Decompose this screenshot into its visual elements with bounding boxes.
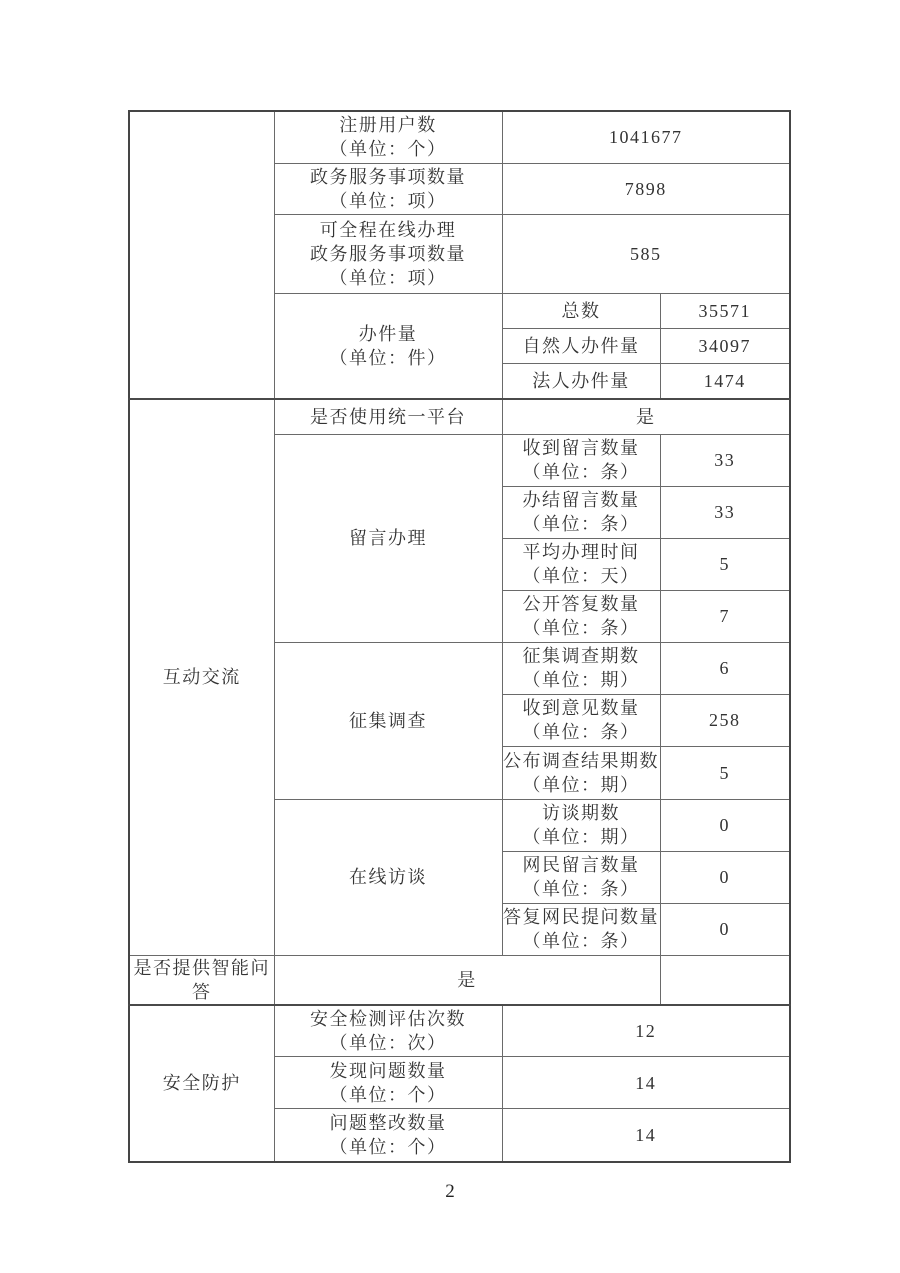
avg-handling-time-value: 5 bbox=[660, 538, 790, 590]
service-items-value: 7898 bbox=[502, 163, 790, 214]
public-replies-unit: （单位：条） bbox=[522, 618, 640, 638]
avg-handling-time-unit: （单位：天） bbox=[522, 566, 640, 586]
section-interaction-label: 互动交流 bbox=[129, 399, 274, 955]
netizen-messages-label bbox=[502, 851, 660, 903]
problems-fixed-value: 14 bbox=[502, 1109, 790, 1162]
unified-platform-value: 是 bbox=[502, 399, 790, 434]
opinions-received-name: 收到意见数量 bbox=[522, 698, 640, 718]
service-items-name: 政务服务事项数量 bbox=[310, 166, 466, 187]
online-items-value: 585 bbox=[502, 214, 790, 293]
cases-natural-label: 自然人办件量 bbox=[502, 328, 660, 363]
registered-users-name: 注册用户数 bbox=[339, 115, 437, 136]
netizen-messages-name: 网民留言数量 bbox=[522, 855, 640, 875]
online-items-unit: （单位：项） bbox=[329, 267, 447, 288]
problems-found-value: 14 bbox=[502, 1057, 790, 1109]
interview-periods-label bbox=[502, 799, 660, 851]
interview-periods-value: 0 bbox=[660, 799, 790, 851]
survey-results-value: 5 bbox=[660, 746, 790, 799]
security-checks-unit: （单位：次） bbox=[329, 1032, 447, 1053]
netizen-messages-unit: （单位：条） bbox=[522, 879, 640, 899]
security-checks-value: 12 bbox=[502, 1005, 790, 1057]
survey-results-unit: （单位：期） bbox=[522, 774, 640, 795]
unified-platform-label: 是否使用统一平台 bbox=[274, 399, 502, 434]
cases-natural-value: 34097 bbox=[660, 328, 790, 363]
netizen-replies-unit: （单位：条） bbox=[522, 931, 640, 951]
problems-fixed-unit: （单位：个） bbox=[329, 1136, 447, 1157]
section-service-label bbox=[129, 111, 274, 399]
messages-resolved-label bbox=[502, 486, 660, 538]
cases-total-label: 总数 bbox=[502, 293, 660, 328]
section-security-label: 安全防护 bbox=[129, 1005, 274, 1162]
security-checks-name: 安全检测评估次数 bbox=[310, 1008, 466, 1029]
messages-received-value: 33 bbox=[660, 434, 790, 486]
online-items-name-line2: 政务服务事项数量 bbox=[310, 243, 466, 264]
avg-handling-time-label bbox=[502, 538, 660, 590]
registered-users-value: 1041677 bbox=[502, 111, 790, 163]
interview-periods-name: 访谈期数 bbox=[542, 803, 620, 823]
problems-fixed-name: 问题整改数量 bbox=[329, 1112, 447, 1133]
page-number: 2 bbox=[445, 1181, 455, 1202]
survey-results-name: 公布调查结果期数 bbox=[503, 750, 659, 771]
messages-received-name: 收到留言数量 bbox=[522, 438, 640, 458]
interview-group-label: 在线访谈 bbox=[274, 799, 502, 955]
public-replies-name: 公开答复数量 bbox=[522, 594, 640, 614]
online-items-name-line1: 可全程在线办理 bbox=[319, 219, 457, 240]
messages-received-unit: （单位：条） bbox=[522, 462, 640, 482]
registered-users-label bbox=[274, 111, 502, 163]
report-table bbox=[128, 110, 791, 1163]
cases-unit: （单位：件） bbox=[329, 347, 447, 368]
security-checks-label bbox=[274, 1005, 502, 1057]
cases-name: 办件量 bbox=[358, 323, 418, 344]
survey-periods-label bbox=[502, 642, 660, 694]
problems-found-label bbox=[274, 1057, 502, 1109]
netizen-replies-value: 0 bbox=[660, 903, 790, 955]
messages-resolved-value: 33 bbox=[660, 486, 790, 538]
online-items-label bbox=[274, 214, 502, 293]
avg-handling-time-name: 平均办理时间 bbox=[522, 542, 640, 562]
survey-group-label: 征集调查 bbox=[274, 642, 502, 799]
opinions-received-value: 258 bbox=[660, 694, 790, 746]
messages-resolved-unit: （单位：条） bbox=[522, 514, 640, 534]
netizen-replies-name: 答复网民提问数量 bbox=[503, 907, 659, 927]
survey-periods-name: 征集调查期数 bbox=[522, 646, 640, 666]
problems-found-unit: （单位：个） bbox=[329, 1084, 447, 1105]
public-replies-label bbox=[502, 590, 660, 642]
netizen-replies-label bbox=[502, 903, 660, 955]
cases-group-label bbox=[274, 293, 502, 399]
service-items-unit: （单位：项） bbox=[329, 190, 447, 211]
problems-found-name: 发现问题数量 bbox=[329, 1060, 447, 1081]
opinions-received-unit: （单位：条） bbox=[522, 722, 640, 742]
smart-qa-value: 是 bbox=[274, 955, 660, 1005]
opinions-received-label bbox=[502, 694, 660, 746]
smart-qa-label: 是否提供智能问答 bbox=[129, 955, 274, 1005]
interview-periods-unit: （单位：期） bbox=[522, 827, 640, 847]
survey-periods-unit: （单位：期） bbox=[522, 670, 640, 690]
problems-fixed-label bbox=[274, 1109, 502, 1162]
public-replies-value: 7 bbox=[660, 590, 790, 642]
netizen-messages-value: 0 bbox=[660, 851, 790, 903]
messages-received-label bbox=[502, 434, 660, 486]
messages-resolved-name: 办结留言数量 bbox=[522, 490, 640, 510]
message-handling-group-label: 留言办理 bbox=[274, 434, 502, 642]
survey-periods-value: 6 bbox=[660, 642, 790, 694]
survey-results-label bbox=[502, 746, 660, 799]
registered-users-unit: （单位：个） bbox=[329, 139, 447, 160]
cases-legal-value: 1474 bbox=[660, 363, 790, 399]
cases-legal-label: 法人办件量 bbox=[502, 363, 660, 399]
cases-total-value: 35571 bbox=[660, 293, 790, 328]
service-items-label bbox=[274, 163, 502, 214]
